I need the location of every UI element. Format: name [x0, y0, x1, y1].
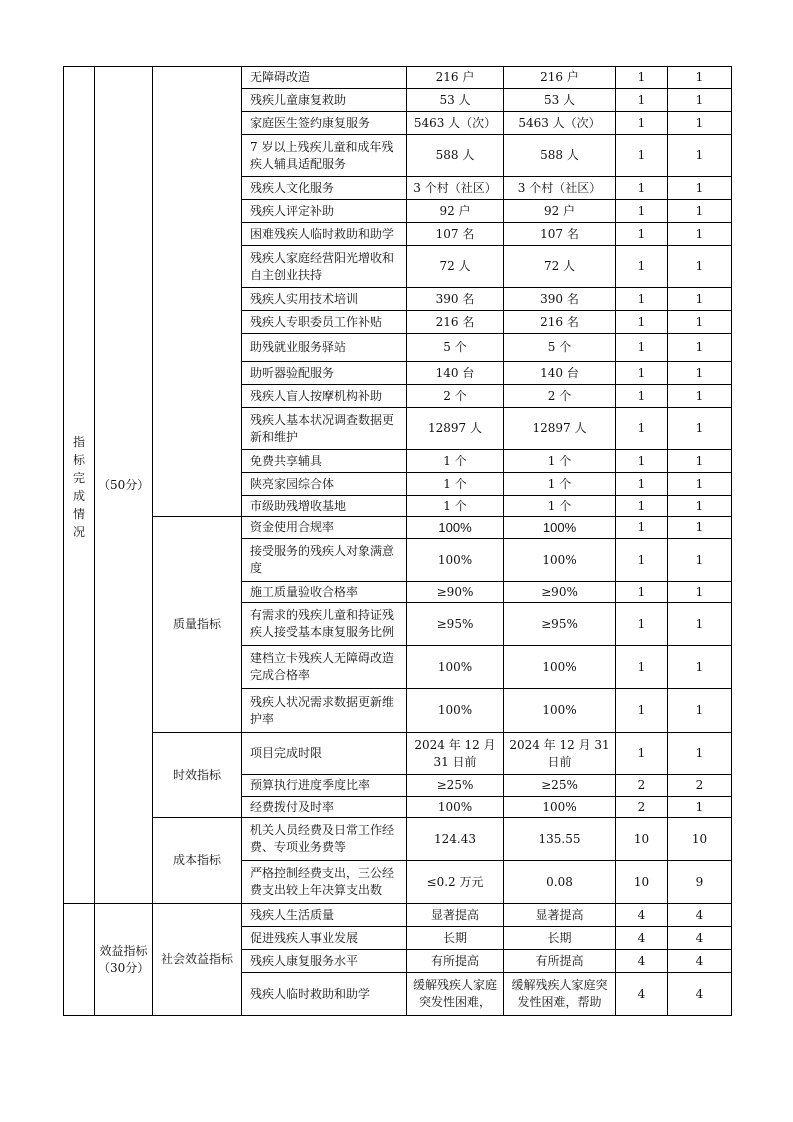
actual-value: 5463 人（次） — [504, 112, 616, 135]
actual-value: ≥95% — [504, 603, 616, 646]
actual-value: 12897 人 — [504, 408, 616, 450]
weight-value: 1 — [616, 112, 668, 135]
indicator-name: 残疾人文化服务 — [242, 177, 407, 200]
actual-value: 1 个 — [504, 450, 616, 473]
target-value: 1 个 — [407, 450, 504, 473]
score-value: 1 — [668, 582, 732, 603]
actual-value: 2 个 — [504, 385, 616, 408]
weight-value: 1 — [616, 200, 668, 223]
indicator-name: 残疾人实用技术培训 — [242, 288, 407, 311]
actual-value: 2024 年 12 月 31 日前 — [504, 733, 616, 775]
indicator-name: 残疾人评定补助 — [242, 200, 407, 223]
indicator-name: 资金使用合规率 — [242, 517, 407, 539]
score-value: 9 — [668, 861, 732, 904]
score-value: 1 — [668, 177, 732, 200]
target-value: ≥90% — [407, 582, 504, 603]
score-value: 1 — [668, 112, 732, 135]
score-value: 1 — [668, 311, 732, 334]
score-value: 4 — [668, 973, 732, 1016]
actual-value: 588 人 — [504, 135, 616, 177]
target-value: 100% — [407, 646, 504, 689]
indicator-name: 残疾人康复服务水平 — [242, 950, 407, 973]
target-value: 216 户 — [407, 67, 504, 89]
indicator-name: 预算执行进度季度比率 — [242, 775, 407, 797]
target-value: 缓解残疾人家庭突发性困难， — [407, 973, 504, 1016]
target-value: ≤0.2 万元 — [407, 861, 504, 904]
weight-value: 2 — [616, 775, 668, 797]
score-value: 1 — [668, 362, 732, 385]
table-row — [64, 517, 732, 539]
score-value: 4 — [668, 904, 732, 927]
target-value: 107 名 — [407, 223, 504, 246]
weight-value: 1 — [616, 67, 668, 89]
target-value: 3 个村（社区） — [407, 177, 504, 200]
target-value: 1 个 — [407, 496, 504, 517]
section-label-empty — [64, 904, 95, 1016]
weight-value: 1 — [616, 496, 668, 517]
score-value: 10 — [668, 818, 732, 861]
target-value: 53 人 — [407, 89, 504, 112]
actual-value: 216 户 — [504, 67, 616, 89]
indicator-name: 残疾儿童康复救助 — [242, 89, 407, 112]
score-value: 1 — [668, 733, 732, 775]
actual-value: 53 人 — [504, 89, 616, 112]
target-value: 100% — [407, 797, 504, 818]
actual-value: 72 人 — [504, 246, 616, 288]
score-value: 1 — [668, 517, 732, 539]
indicator-name: 市级助残增收基地 — [242, 496, 407, 517]
score-value: 1 — [668, 473, 732, 496]
weight-value: 1 — [616, 646, 668, 689]
target-value: 有所提高 — [407, 950, 504, 973]
actual-value: 140 台 — [504, 362, 616, 385]
actual-value: 0.08 — [504, 861, 616, 904]
indicator-name: 有需求的残疾儿童和持证残疾人接受基本康复服务比例 — [242, 603, 407, 646]
score-value: 1 — [668, 135, 732, 177]
target-value: 92 户 — [407, 200, 504, 223]
performance-table — [63, 66, 732, 1016]
indicator-name: 残疾人基本状况调查数据更新和维护 — [242, 408, 407, 450]
weight-value: 4 — [616, 973, 668, 1016]
weight-value: 1 — [616, 450, 668, 473]
target-value: 588 人 — [407, 135, 504, 177]
weight-value: 1 — [616, 288, 668, 311]
section-label-social: 社会效益指标 — [153, 904, 242, 1016]
actual-value: 1 个 — [504, 473, 616, 496]
section-label-completion: 指标完成情况 — [64, 67, 95, 904]
actual-value: 92 户 — [504, 200, 616, 223]
weight-value: 1 — [616, 223, 668, 246]
weight-value: 1 — [616, 334, 668, 362]
actual-value: 3 个村（社区） — [504, 177, 616, 200]
weight-value: 1 — [616, 311, 668, 334]
weight-value: 1 — [616, 408, 668, 450]
indicator-name: 无障碍改造 — [242, 67, 407, 89]
actual-value: ≥90% — [504, 582, 616, 603]
weight-value: 1 — [616, 539, 668, 582]
target-value: ≥95% — [407, 603, 504, 646]
quantity-indicator-cell — [153, 67, 242, 517]
table-row — [64, 904, 732, 927]
target-value: 1 个 — [407, 473, 504, 496]
section-label-cost: 成本指标 — [153, 818, 242, 904]
score-value: 4 — [668, 927, 732, 950]
actual-value: 5 个 — [504, 334, 616, 362]
weight-value: 1 — [616, 135, 668, 177]
target-value: 5 个 — [407, 334, 504, 362]
score-label-top: （50分） — [95, 67, 153, 904]
weight-value: 1 — [616, 246, 668, 288]
score-value: 1 — [668, 385, 732, 408]
table-row — [64, 67, 732, 89]
score-value: 1 — [668, 223, 732, 246]
weight-value: 4 — [616, 950, 668, 973]
actual-value: 100% — [504, 689, 616, 733]
weight-value: 10 — [616, 861, 668, 904]
weight-value: 1 — [616, 517, 668, 539]
target-value: 2 个 — [407, 385, 504, 408]
target-value: 2024 年 12 月 31 日前 — [407, 733, 504, 775]
indicator-name: 残疾人家庭经营阳光增收和自主创业扶持 — [242, 246, 407, 288]
indicator-name: 促进残疾人事业发展 — [242, 927, 407, 950]
score-value: 1 — [668, 246, 732, 288]
indicator-name: 接受服务的残疾人对象满意度 — [242, 539, 407, 582]
indicator-name: 困难残疾人临时救助和助学 — [242, 223, 407, 246]
table-row — [64, 733, 732, 775]
actual-value: 长期 — [504, 927, 616, 950]
indicator-name: 严格控制经费支出，三公经费支出较上年决算支出数 — [242, 861, 407, 904]
indicator-name: 陕亮家园综合体 — [242, 473, 407, 496]
target-value: 100% — [407, 689, 504, 733]
actual-value: 100% — [504, 517, 616, 539]
actual-value: 显著提高 — [504, 904, 616, 927]
weight-value: 4 — [616, 904, 668, 927]
score-value: 1 — [668, 689, 732, 733]
target-value: 216 名 — [407, 311, 504, 334]
target-value: ≥25% — [407, 775, 504, 797]
score-value: 1 — [668, 539, 732, 582]
target-value: 390 名 — [407, 288, 504, 311]
score-value: 1 — [668, 67, 732, 89]
weight-value: 1 — [616, 385, 668, 408]
indicator-name: 项目完成时限 — [242, 733, 407, 775]
section-label-time: 时效指标 — [153, 733, 242, 818]
score-value: 1 — [668, 646, 732, 689]
indicator-name: 残疾人临时救助和助学 — [242, 973, 407, 1016]
score-value: 1 — [668, 496, 732, 517]
actual-value: 有所提高 — [504, 950, 616, 973]
actual-value: 缓解残疾人家庭突发性困难，帮助 — [504, 973, 616, 1016]
weight-value: 1 — [616, 689, 668, 733]
target-value: 140 台 — [407, 362, 504, 385]
weight-value: 1 — [616, 603, 668, 646]
target-value: 5463 人（次） — [407, 112, 504, 135]
weight-value: 1 — [616, 362, 668, 385]
indicator-name: 建档立卡残疾人无障碍改造完成合格率 — [242, 646, 407, 689]
indicator-name: 残疾人生活质量 — [242, 904, 407, 927]
score-value: 1 — [668, 450, 732, 473]
table-row — [64, 818, 732, 861]
actual-value: ≥25% — [504, 775, 616, 797]
score-value: 1 — [668, 334, 732, 362]
weight-value: 1 — [616, 473, 668, 496]
score-value: 1 — [668, 89, 732, 112]
indicator-name: 施工质量验收合格率 — [242, 582, 407, 603]
indicator-name: 残疾人状况需求数据更新维护率 — [242, 689, 407, 733]
score-value: 1 — [668, 408, 732, 450]
indicator-name: 助残就业服务驿站 — [242, 334, 407, 362]
indicator-name: 机关人员经费及日常工作经费、专项业务费等 — [242, 818, 407, 861]
target-value: 长期 — [407, 927, 504, 950]
score-value: 1 — [668, 200, 732, 223]
indicator-name: 残疾人盲人按摩机构补助 — [242, 385, 407, 408]
actual-value: 100% — [504, 539, 616, 582]
weight-value: 1 — [616, 177, 668, 200]
target-value: 显著提高 — [407, 904, 504, 927]
indicator-name: 7 岁以上残疾儿童和成年残疾人辅具适配服务 — [242, 135, 407, 177]
actual-value: 135.55 — [504, 818, 616, 861]
weight-value: 1 — [616, 733, 668, 775]
score-value: 1 — [668, 797, 732, 818]
indicator-name: 助听器验配服务 — [242, 362, 407, 385]
section-label-quality: 质量指标 — [153, 517, 242, 733]
indicator-name: 经费拨付及时率 — [242, 797, 407, 818]
weight-value: 1 — [616, 89, 668, 112]
actual-value: 100% — [504, 646, 616, 689]
indicator-name: 免费共享辅具 — [242, 450, 407, 473]
score-value: 2 — [668, 775, 732, 797]
actual-value: 100% — [504, 797, 616, 818]
actual-value: 216 名 — [504, 311, 616, 334]
target-value: 12897 人 — [407, 408, 504, 450]
target-value: 100% — [407, 539, 504, 582]
actual-value: 1 个 — [504, 496, 616, 517]
score-value: 1 — [668, 603, 732, 646]
target-value: 100% — [407, 517, 504, 539]
weight-value: 10 — [616, 818, 668, 861]
target-value: 124.43 — [407, 818, 504, 861]
score-value: 1 — [668, 288, 732, 311]
score-value: 4 — [668, 950, 732, 973]
section-label-benefit: 效益指标（30分） — [95, 904, 153, 1016]
weight-value: 1 — [616, 582, 668, 603]
actual-value: 107 名 — [504, 223, 616, 246]
indicator-name: 家庭医生签约康复服务 — [242, 112, 407, 135]
indicator-name: 残疾人专职委员工作补贴 — [242, 311, 407, 334]
weight-value: 2 — [616, 797, 668, 818]
target-value: 72 人 — [407, 246, 504, 288]
weight-value: 4 — [616, 927, 668, 950]
actual-value: 390 名 — [504, 288, 616, 311]
